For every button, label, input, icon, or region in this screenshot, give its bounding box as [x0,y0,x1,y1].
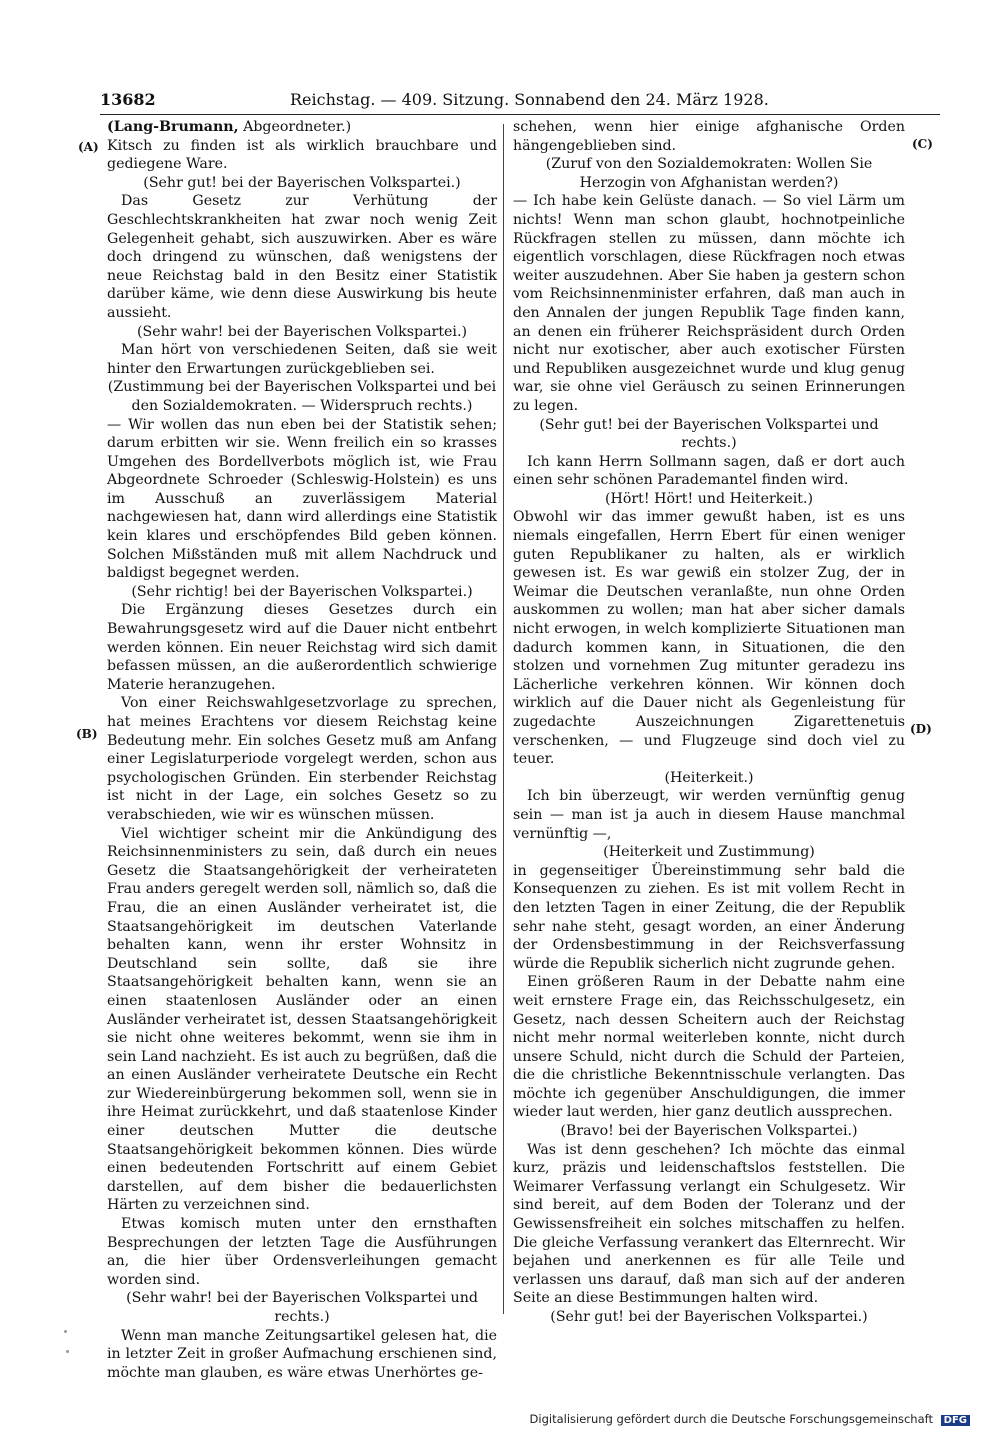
header-rule [100,114,940,115]
interjection: (Sehr gut! bei der Bayerischen Volkspartei.) [143,174,461,191]
interjection: (Sehr gut! bei der Bayerischen Volkspartei und rechts.) [539,416,879,452]
scan-speck [66,1350,69,1353]
paragraph: Obwohl wir das immer gewußt haben, ist es uns niemals eingefallen, Herrn Ebert für einen weniger guten Republikaner zu halten, als er wirklich gewesen ist. Es war gewiß ein stolzer Zug, der in Weimar die Deutschen veranlaßte, nun ohne Orden auskommen zu wollen; man hat aber sicher damals nicht erwogen, in welch komplizierte Situationen man dadurch kommen kann, in Situationen, die den stolzen und vornehmen Zug mitunter geradezu ins Lächerliche verkehren können. Wir können doch wirklich auf die Dauer nicht als Gegenleistung für zugedachte Auszeichnungen Zigarettenetuis verschenken, — und Flugzeuge sind doch viel zu teuer. [513,509,905,768]
margin-mark-d: (D) [910,722,932,736]
scan-speck [64,1330,67,1333]
paragraph: Ich kann Herrn Sollmann sagen, daß er dort auch einen sehr schönen Parademantel finden wird. [513,453,905,489]
paragraph: Was ist denn geschehen? Ich möchte das einmal kurz, präzis und leidenschaftslos feststellen. Die Weimarer Verfassung verlangt ein Schulgesetz. Wir sind bereit, auf dem Boden der Toleranz und der Gewissensfreiheit ein solches mitschaffen zu helfen. Die gleiche Verfassung verankert das Elternrecht. Wir bejahen und anerkennen es für alle Teile und verlassen uns darauf, daß man sich auf der anderen Seite an diese Bestimmungen halten wird. [513,1141,905,1307]
paragraph: Viel wichtiger scheint mir die Ankündigung des Reichsinnenministers zu sein, daß durch ein neues Gesetz die Staatsangehörigkeit der verheirateten Frau anders geregelt werden soll, nämlich so, daß die Frau, die an einen Ausländer verheiratet ist, die Staatsangehörigkeit im deutschen Vaterlande behalten kann, wenn ihr erster Wohnsitz in Deutschland sein sollte, daß sie ihre Staatsangehörigkeit behalten kann, wenn sie an einen staatenlosen Ausländer oder an einen Ausländer verheiratet ist, dessen Staatsangehörigkeit sie nicht ohne weiteres bekommt, wenn sie ihm in sein Land nachzieht. Es ist auch zu begrüßen, daß die an einen Ausländer verheiratete Deutsche ein Recht zur Wiedereinbürgerung bekommen soll, wenn sie in ihre Heimat zurückkehrt, und daß staatenlose Kinder einer deutschen Mutter die deutsche Staatsangehörigkeit bekommen können. Dies würde einen bedeutenden Fortschritt auf einem Gebiet darstellen, auf dem bisher die bedauerlichsten Härten zu verzeichnen sind. [107,825,497,1214]
digitization-credit [530,1412,970,1426]
interjection: (Bravo! bei der Bayerischen Volkspartei.) [560,1123,858,1140]
paragraph: Die Ergänzung dieses Gesetzes durch ein Bewahrungsgesetz wird auf die Dauer nicht entbehrt werden können. Ein neuer Reichstag wird sich damit befassen müssen, an die außerordentlich schwierige Materie heranzugehen. [107,602,497,693]
interjection: (Sehr gut! bei der Bayerischen Volkspartei.) [550,1309,868,1325]
speaker-name: (Lang-Brumann, [107,119,239,135]
speaker-line [107,118,497,137]
margin-mark-b: (B) [76,727,98,741]
paragraph: Ich bin überzeugt, wir werden vernünftig genug sein — man ist ja auch in diesem Hause manchmal vernünftig —, [513,788,905,842]
column-divider [503,124,504,1314]
running-title: Reichstag. — 409. Sitzung. Sonnabend den 24. März 1928. [290,90,769,109]
paragraph: Man hört von verschiedenen Seiten, daß sie weit hinter den Erwartungen zurückgeblieben sei. [107,342,497,377]
left-column [107,118,497,1382]
paragraph: Kitsch zu finden ist als wirklich brauchbare und gediegene Ware. [107,137,497,173]
paragraph: — Ich habe kein Gelüste danach. — So viel Lärm um nichts! Wenn man schon glaubt, hochnotpeinliche Rückfragen stellen zu müssen, dann möchte ich eigentlich vorschlagen, diese Rückfragen noch etwas weiter auszudehnen. Aber Sie haben ja gestern schon vom Reichsinnenminister erfahren, daß man auch in den Annalen der jungen Republik Tage finden kann, an denen ein früherer Reichspräsident durch Orden nicht nur exotischer, aber auch exotischer Fürsten und Republiken ausgezeichnet wurde und klug genug war, sie ohne viel Geräusch zu seinen Erinnerungen zu legen. [513,193,905,414]
interjection: (Sehr richtig! bei der Bayerischen Volkspartei.) [131,583,473,600]
dfg-logo: DFG [941,1415,970,1426]
interjection: (Heiterkeit.) [664,769,754,786]
interjection: (Sehr wahr! bei der Bayerischen Volkspartei und rechts.) [126,1290,478,1325]
interjection: (Hört! Hört! und Heiterkeit.) [604,490,814,507]
paragraph: — Wir wollen das nun eben bei der Statistik sehen; darum erbitten wir sie. Wenn freilich ein so krasses Umgehen des Bordellverbots möglich ist, wie Frau Abgeordnete Schroeder (Schleswig-Holstein) es uns im Ausschuß an zuverlässigem Material nachgewiesen hat, dann wird allerdings eine Statistik kein klares und erschöpfendes Bild geben können. Solchen Mißständen muß mit allem Nachdruck und baldigst begegnet werden. [107,416,497,582]
interjection: (Sehr wahr! bei der Bayerischen Volkspartei.) [136,323,468,340]
paragraph: Wenn man manche Zeitungsartikel gelesen hat, die in letzter Zeit in großer Aufmachung erschienen sind, möchte man glauben, es wäre etwas Unerhörtes ge- [107,1327,497,1381]
credit-text: Digitalisierung gefördert durch die Deutsche Forschungsgemeinschaft [529,1412,933,1426]
paragraph: Von einer Reichswahlgesetzvorlage zu sprechen, hat meines Erachtens vor diesem Reichstag keine Bedeutung mehr. Ein solches Gesetz muß am Anfang einer Legislaturperiode vorgelegt werden, schon aus psychologischen Gründen. Ein sterbender Reichstag ist nicht in der Lage, ein solches Gesetz so zu verabschieden, wie wir es wünschen müssen. [107,695,497,823]
margin-mark-c: (C) [912,137,933,151]
paragraph: schehen, wenn hier einige afghanische Orden hängengeblieben sind. [513,119,905,154]
right-column [513,118,905,1327]
paragraph: Etwas komisch muten unter den ernsthaften Besprechungen der letzten Tage die Ausführungen an, die hier über Ordensverleihungen gemacht worden sind. [107,1216,497,1288]
speaker-role: Abgeordneter.) [243,119,352,135]
paragraph: Einen größeren Raum in der Debatte nahm eine weit ernstere Frage ein, das Reichsschulgesetz, ein Gesetz, nach dessen Scheitern auch der Reichstag nicht mehr normal weiterleben konnte, nicht durch unsere Schuld, nicht durch die Schuld der Parteien, die die christliche Bekenntnisschule verlangten. Das möchte ich gegenüber Anschuldigungen, die immer wieder laut werden, hier ganz deutlich aussprechen. [513,974,905,1121]
paragraph: in gegenseitiger Übereinstimmung sehr bald die Konsequenzen zu ziehen. Es ist mit vollem Recht in den letzten Tagen in einer Zeitung, die der Republik sehr nahe steht, gesagt worden, an einer Änderung der Ordensbestimmung in der Reichsverfassung würde die Republik sicherlich nicht zugrunde gehen. [513,862,905,972]
page-header [100,90,940,114]
interjection: (Zustimmung bei der Bayerischen Volkspartei und bei den Sozialdemokraten. — Widerspruch rechts.) [107,379,497,414]
interjection: (Heiterkeit und Zustimmung) [603,844,815,861]
margin-mark-a: (A) [78,140,99,154]
paragraph: Das Gesetz zur Verhütung der Geschlechtskrankheiten hat zwar noch wenig Zeit Gelegenheit gehabt, sich auszuwirken. Aber es wäre doch dringend zu wünschen, daß wenigstens der neue Reichstag bald in den Besitz einer Statistik darüber käme, wie denn diese Auswirkung bis heute aussieht. [107,193,497,321]
page-number: 13682 [100,90,156,109]
interjection: (Zuruf von den Sozialdemokraten: Wollen Sie Herzogin von Afghanistan werden?) [545,156,873,191]
